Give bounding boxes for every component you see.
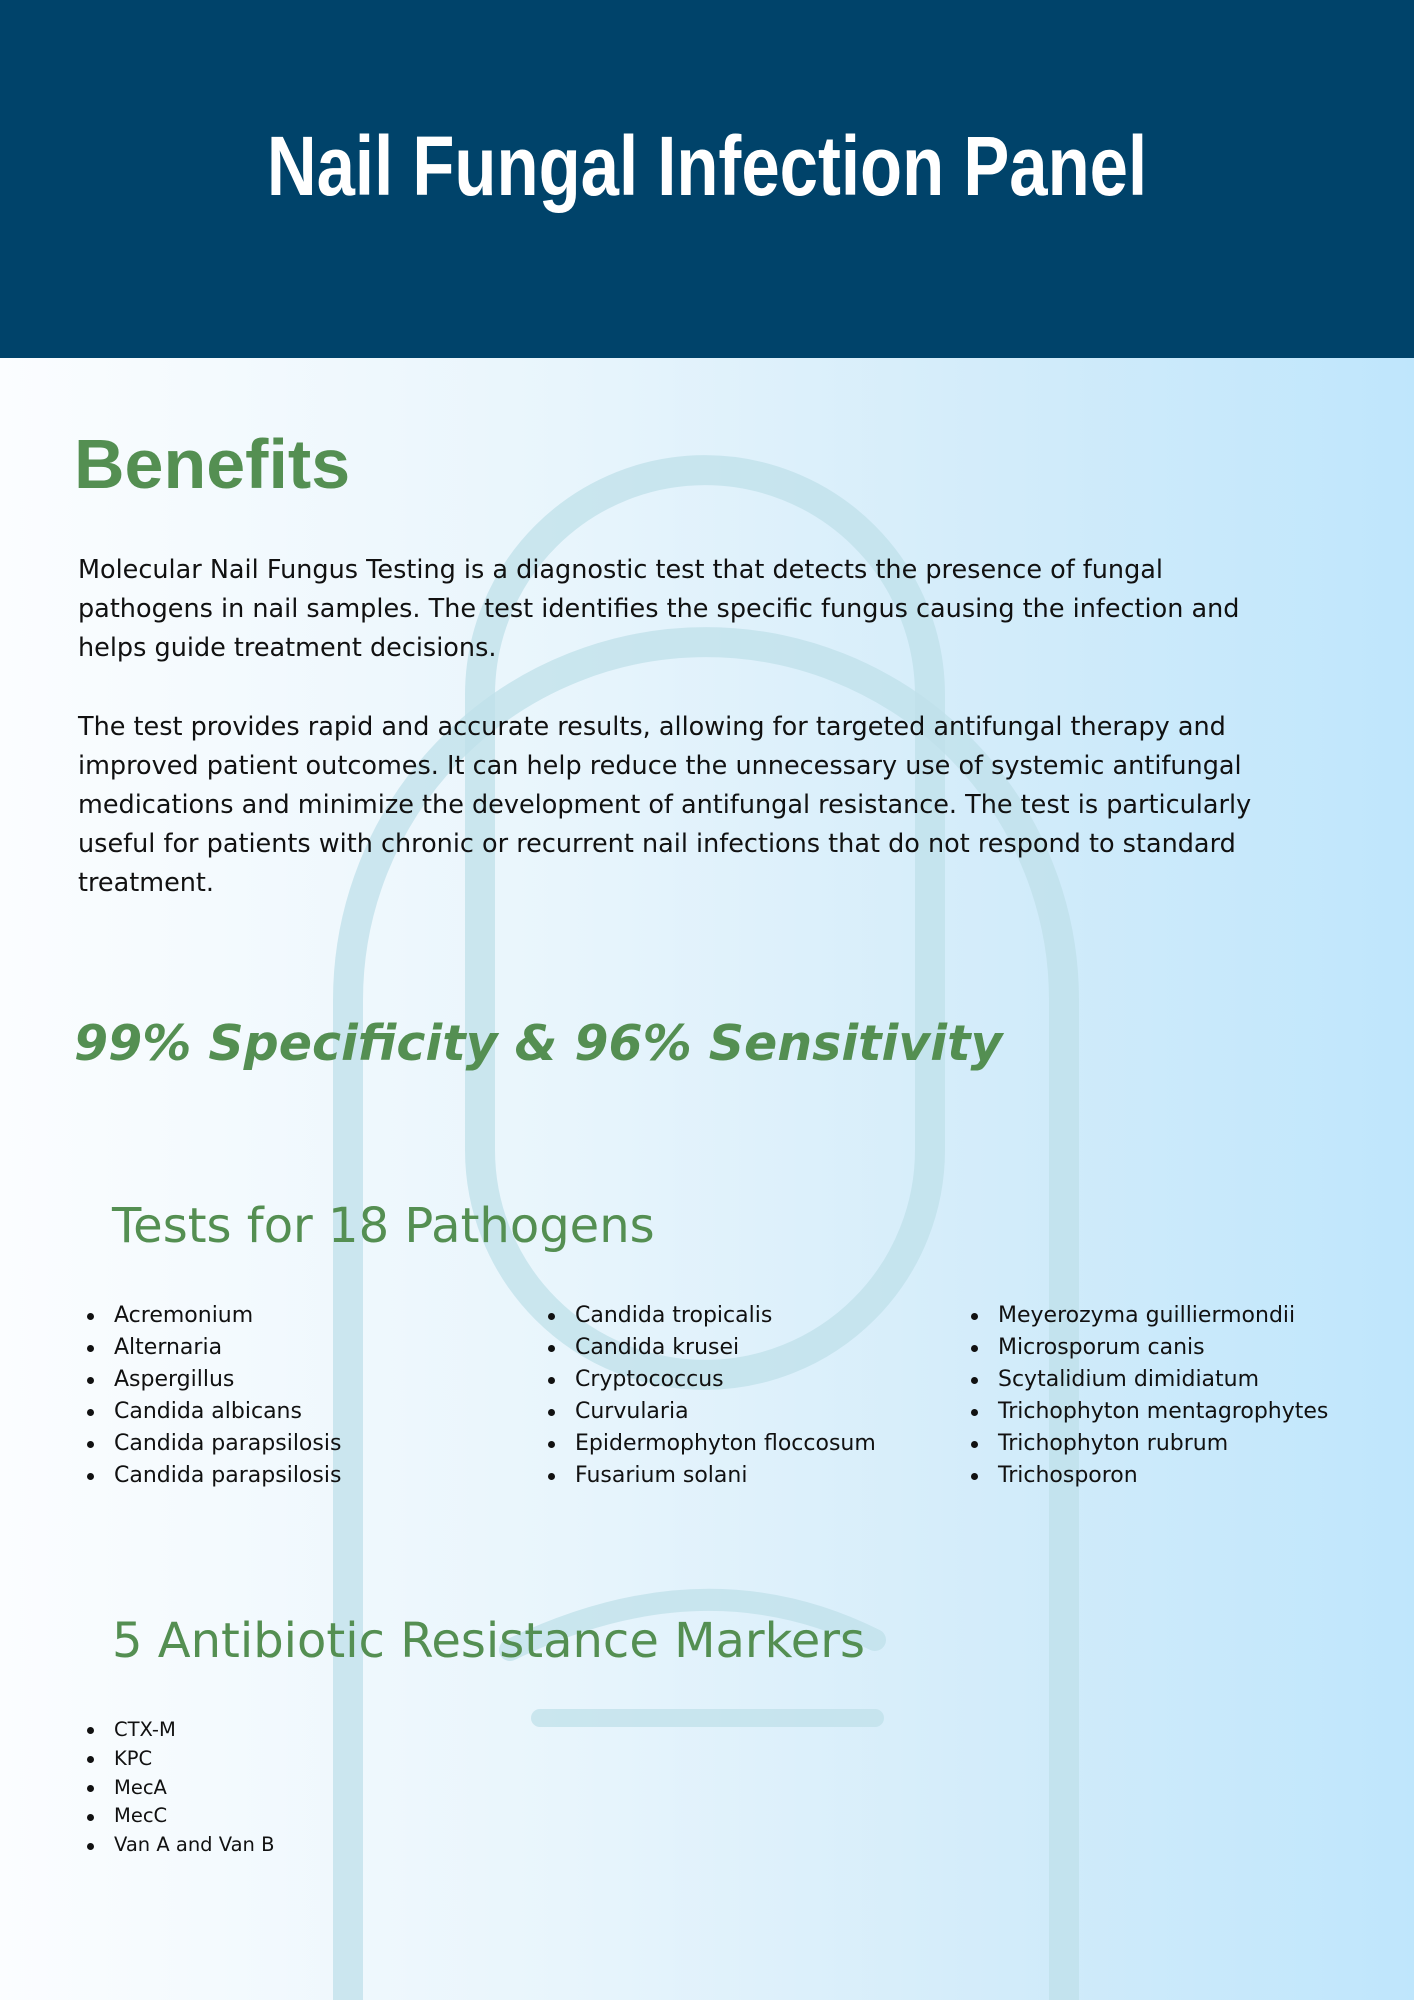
marker-item: KPC (78, 1745, 274, 1774)
specificity-sensitivity-heading: 99% Specificity & 96% Sensitivity (74, 1015, 1003, 1072)
pathogen-item: Curvularia (539, 1396, 876, 1428)
pathogen-item: Scytalidium dimidiatum (962, 1364, 1328, 1396)
pathogen-item: Aspergillus (78, 1364, 341, 1396)
pathogen-item: Candida albicans (78, 1396, 341, 1428)
pathogen-item: Cryptococcus (539, 1364, 876, 1396)
page-title: Nail Fungal Infection Panel (266, 119, 1148, 213)
resistance-markers-heading: 5 Antibiotic Resistance Markers (112, 1613, 866, 1669)
pathogen-item: Candida parapsilosis (78, 1428, 341, 1460)
marker-item: CTX-M (78, 1716, 274, 1745)
resistance-markers-list (78, 1716, 274, 1860)
pathogen-list-column-2 (539, 1300, 876, 1492)
pathogen-item: Candida krusei (539, 1332, 876, 1364)
pathogen-list-column-3 (962, 1300, 1328, 1492)
pathogen-item: Trichophyton rubrum (962, 1428, 1328, 1460)
pathogen-item: Trichophyton mentagrophytes (962, 1396, 1328, 1428)
pathogen-item: Candida tropicalis (539, 1300, 876, 1332)
benefits-heading: Benefits (74, 425, 351, 503)
benefits-paragraph-2: The test provides rapid and accurate results, allowing for targeted antifungal therapy and improved patient outcomes. It can help reduce the unnecessary use of systemic antifungal medications and minimize the development of antifungal resistance. The test is particularly useful for patients with chronic or recurrent nail infections that do not respond to standard treatment. (78, 712, 1252, 898)
pathogen-item: Meyerozyma guilliermondii (962, 1300, 1328, 1332)
pathogen-item: Epidermophyton floccosum (539, 1428, 876, 1460)
marker-item: MecA (78, 1774, 274, 1803)
pathogen-item: Acremonium (78, 1300, 341, 1332)
benefits-paragraph-1: Molecular Nail Fungus Testing is a diagnostic test that detects the presence of fungal pathogens in nail samples. The test identifies the specific fungus causing the infection and helps guide treatment decisions. (78, 555, 1240, 663)
marker-item: MecC (78, 1802, 274, 1831)
pathogen-list-column-1 (78, 1300, 341, 1492)
pathogen-item: Fusarium solani (539, 1460, 876, 1492)
pathogen-item: Microsporum canis (962, 1332, 1328, 1364)
pathogen-item: Alternaria (78, 1332, 341, 1364)
pathogens-heading: Tests for 18 Pathogens (112, 1198, 655, 1254)
pathogen-item: Trichosporon (962, 1460, 1328, 1492)
marker-item: Van A and Van B (78, 1831, 274, 1860)
pathogen-item: Candida parapsilosis (78, 1460, 341, 1492)
